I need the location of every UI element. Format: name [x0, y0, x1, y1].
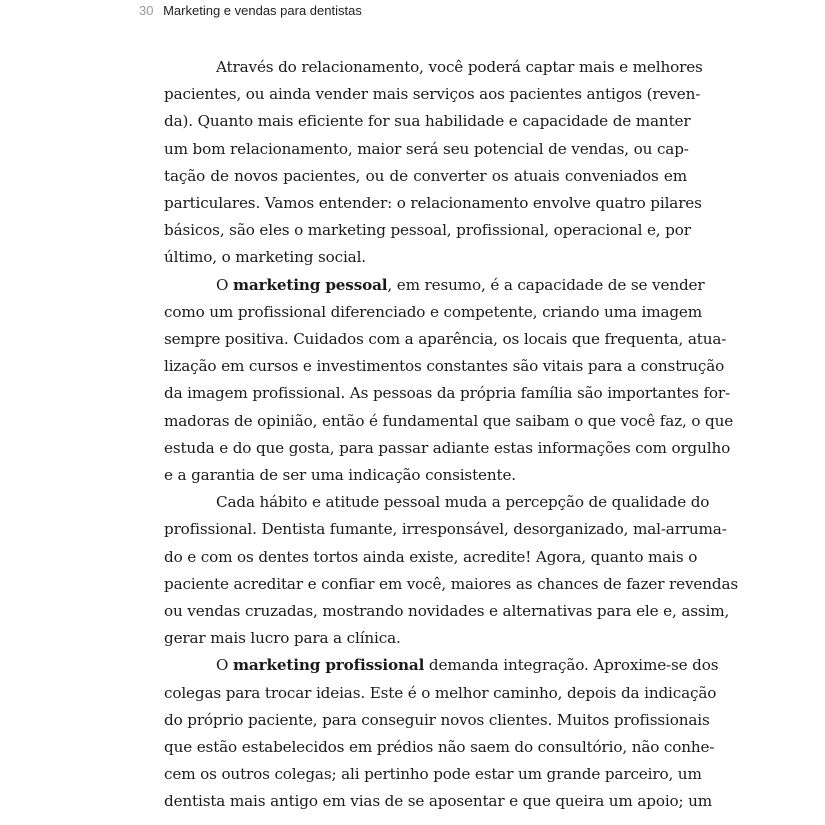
text-line: paciente acreditar e confiar em você, maiores as chances de fazer revendas — [164, 574, 739, 593]
text-line: Através do relacionamento, você poderá captar mais e melhores — [216, 58, 703, 76]
text-line: da). Quanto mais eficiente for sua habilidade e capacidade de manter — [164, 112, 691, 131]
text-line: que estão estabelecidos em prédios não saem do consultório, não conhe- — [164, 738, 715, 757]
text-line: e a garantia de ser uma indicação consistente. — [164, 466, 516, 485]
text-line: da imagem profissional. As pessoas da própria família são importantes for- — [164, 384, 731, 403]
text-line: um bom relacionamento, maior será seu potencial de vendas, ou cap- — [164, 139, 689, 158]
paragraph-4 — [164, 652, 719, 815]
text-line: Cada hábito e atitude pessoal muda a percepção de qualidade do — [216, 493, 710, 512]
paragraph-1 — [164, 54, 703, 272]
running-head — [139, 3, 362, 18]
text-line: profissional. Dentista fumante, irresponsável, desorganizado, mal-arruma- — [164, 520, 727, 539]
text-line: tação de novos pacientes, ou de converter os atuais conveniados em — [164, 166, 687, 185]
text-fragment: demanda integração. Aproxime-se dos — [424, 656, 719, 675]
text-fragment: O — [216, 275, 233, 294]
text-line: cem os outros colegas; ali pertinho pode estar um grande parceiro, um — [164, 765, 702, 784]
bold-term: marketing profissional — [232, 656, 425, 675]
body-text — [164, 54, 739, 816]
text-line: particulares. Vamos entender: o relacionamento envolve quatro pilares — [164, 194, 702, 213]
text-line: colegas para trocar ideias. Este é o melhor caminho, depois da indicação — [164, 683, 717, 702]
page-number: 30 — [139, 3, 154, 18]
text-line: básicos, são eles o marketing pessoal, profissional, operacional e, por — [164, 221, 691, 240]
bold-term: marketing pessoal — [232, 275, 388, 294]
text-line: estuda e do que gosta, para passar adiante estas informações com orgulho — [164, 438, 731, 457]
text-line: lização em cursos e investimentos constantes são vitais para a construção — [164, 357, 725, 376]
text-line: como um profissional diferenciado e competente, criando uma imagem — [164, 302, 703, 321]
text-line: gerar mais lucro para a clínica. — [164, 629, 401, 648]
text-line: madoras de opinião, então é fundamental que saibam o que você faz, o que — [164, 411, 734, 430]
text-line: dentista mais antigo em vias de se aposentar e que queira um apoio; um — [164, 792, 713, 811]
running-title: Marketing e vendas para dentistas — [163, 3, 362, 18]
text-fragment: , em resumo, é a capacidade de se vender — [387, 275, 705, 294]
text-line: último, o marketing social. — [164, 248, 366, 267]
text-fragment: O — [216, 656, 233, 675]
text-line: pacientes, ou ainda vender mais serviços aos pacientes antigos (reven- — [164, 85, 701, 104]
text-line — [164, 272, 705, 299]
text-line: ou vendas cruzadas, mostrando novidades e alternativas para ele e, assim, — [164, 602, 730, 621]
paragraph-3 — [164, 489, 739, 652]
paragraph-2 — [164, 272, 734, 490]
text-line: do e com os dentes tortos ainda existe, acredite! Agora, quanto mais o — [164, 547, 698, 566]
text-line: do próprio paciente, para conseguir novos clientes. Muitos profissionais — [164, 710, 710, 729]
text-line: sempre positiva. Cuidados com a aparência, os locais que frequenta, atua- — [164, 330, 727, 349]
text-line — [164, 652, 719, 679]
